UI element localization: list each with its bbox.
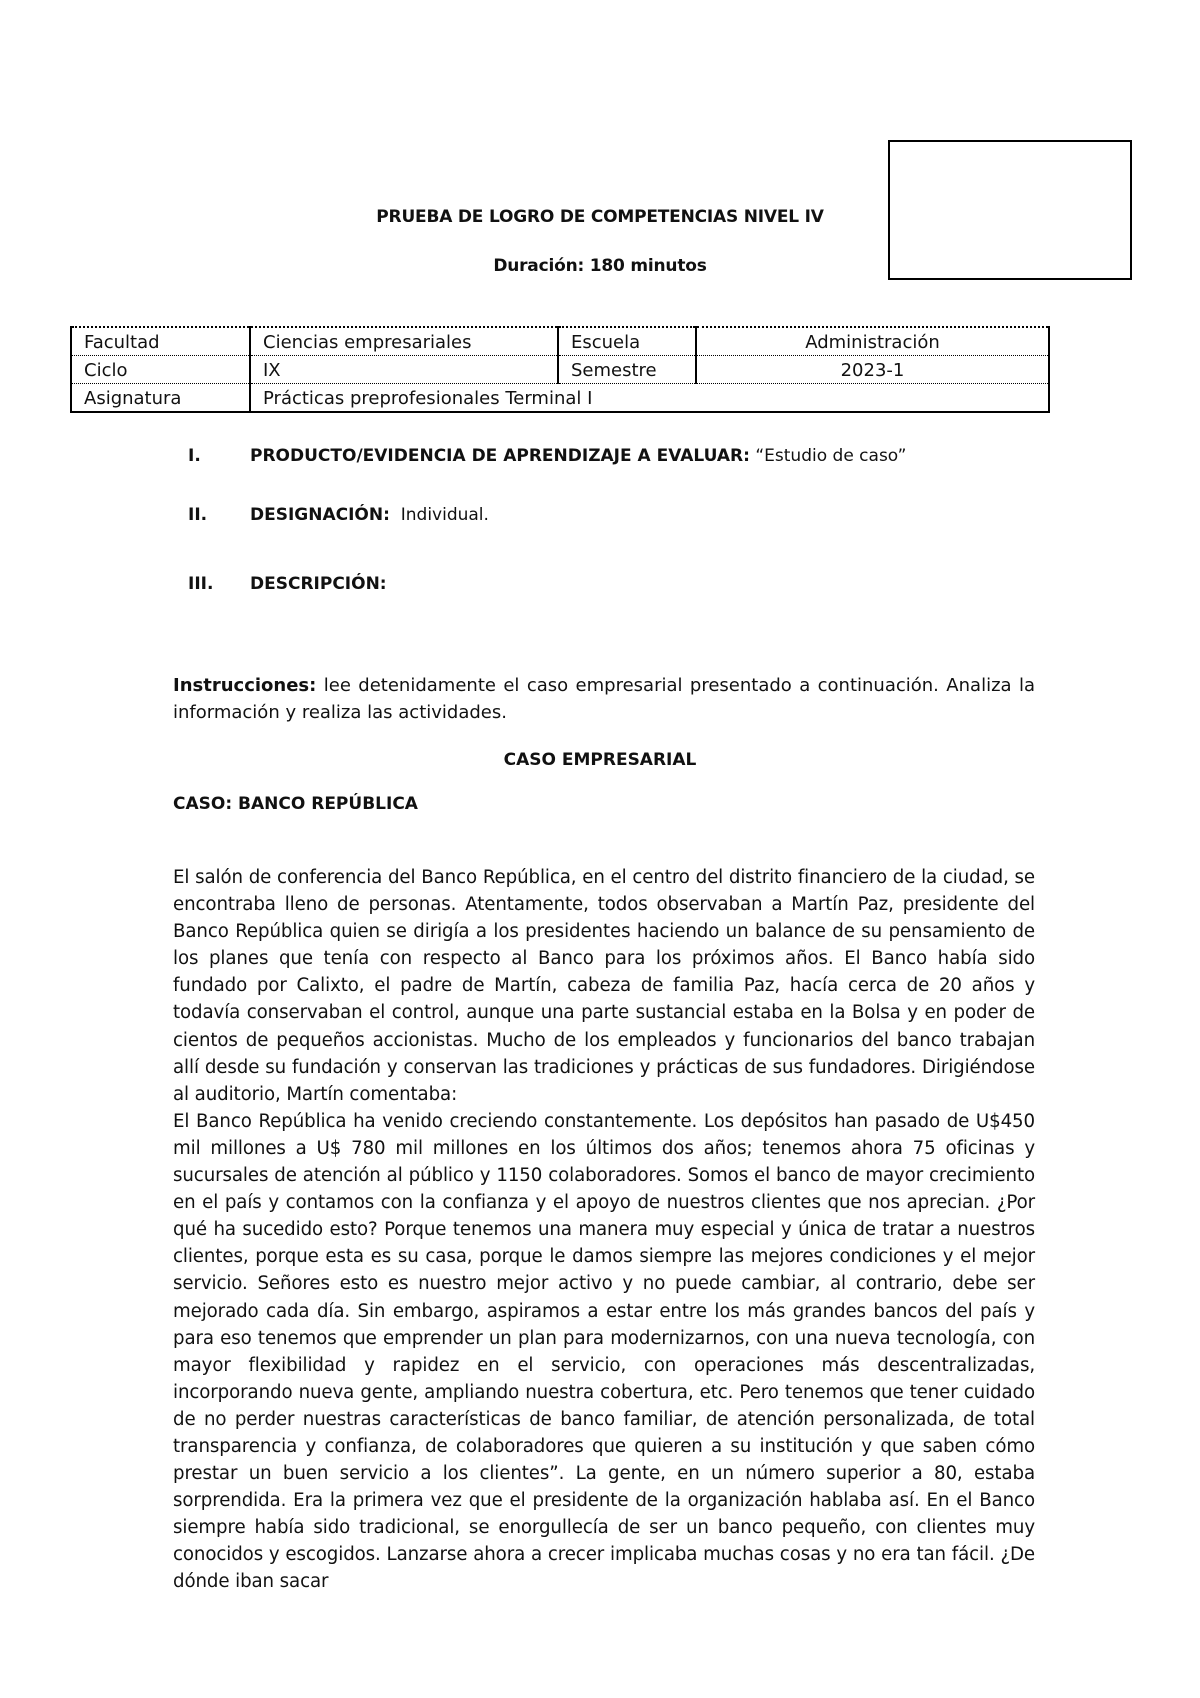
table-row [71, 384, 1049, 413]
table-cell-ciclo-label: Ciclo [71, 356, 250, 384]
duration-line: Duración: 180 minutos [493, 256, 707, 276]
case-title: CASO: BANCO REPÚBLICA [173, 794, 418, 814]
table-cell-escuela-label: Escuela [558, 327, 696, 356]
table-cell-ciclo-value: IX [250, 356, 558, 384]
table-cell-semestre-value: 2023-1 [696, 356, 1049, 384]
table-cell-asignatura-value: Prácticas preprofesionales Terminal I [250, 384, 1049, 413]
table-cell-facultad-label: Facultad [71, 327, 250, 356]
section-number: II. [188, 505, 208, 525]
case-body [173, 864, 1035, 1596]
case-paragraph: El salón de conferencia del Banco República, en el centro del distrito financiero de la ciudad, se encontraba lleno de personas. Atentamente, todos observaban a Martín Paz, presidente del Banco República quien se dirigía a los presidentes haciendo un balance de su pensamiento de los planes que tenía con respecto al Banco para los próximos años. El Banco había sido fundado por Calixto, el padre de Martín, cabeza de familia Paz, hacía cerca de 20 años y todavía conservaban el control, aunque una parte sustancial estaba en la Bolsa y en poder de cientos de pequeños accionistas. Mucho de los empleados y funcionarios del banco trabajan allí desde su fundación y conservan las tradiciones y prácticas de sus fundadores. Dirigiéndose al auditorio, Martín comentaba: [173, 867, 1035, 1105]
section-label: DESCRIPCIÓN: [250, 574, 387, 594]
table-row [71, 327, 1049, 356]
instructions-label: Instrucciones: [173, 675, 317, 696]
case-paragraph: El Banco República ha venido creciendo constantemente. Los depósitos han pasado de U$450 mil millones a U$ 780 mil millones en los últimos dos años; tenemos ahora 75 oficinas y sucursales de atención al público y 1150 colaboradores. Somos el banco de mayor crecimiento en el país y contamos con la confianza y el apoyo de nuestros clientes que nos aprecian. ¿Por qué ha sucedido esto? Porque tenemos una manera muy especial y única de tratar a nuestros clientes, porque esta es su casa, porque le damos siempre las mejores condiciones y el mejor servicio. Señores esto es nuestro mejor activo y no puede cambiar, al contrario, debe ser mejorado cada día. Sin embargo, aspiramos a estar entre los más grandes bancos del país y para eso tenemos que emprender un plan para modernizarnos, con una nueva tecnología, con mayor flexibilidad y rapidez en el servicio, con operaciones más descentralizadas, incorporando nueva gente, ampliando nuestra cobertura, etc. Pero tenemos que tener cuidado de no perder nuestras características de banco familiar, de atención personalizada, de total transparencia y confianza, de colaboradores que quieren a su institución y que saben cómo prestar un buen servicio a los clientes”. La gente, en un número superior a 80, estaba sorprendida. Era la primera vez que el presidente de la organización hablaba así. En el Banco siempre había sido tradicional, se enorgullecía de ser un banco pequeño, con clientes muy conocidos y escogidos. Lanzarse ahora a crecer implicaba muchas cosas y no era tan fácil. ¿De dónde iban sacar [173, 1110, 1035, 1593]
table-cell-semestre-label: Semestre [558, 356, 696, 384]
table-cell-facultad-value: Ciencias empresariales [250, 327, 558, 356]
table-cell-asignatura-label: Asignatura [71, 384, 250, 413]
info-table [70, 326, 1050, 413]
section-value: “Estudio de caso” [755, 446, 907, 466]
table-cell-escuela-value: Administración [696, 327, 1049, 356]
section-label: DESIGNACIÓN: [250, 505, 390, 525]
instructions-text: lee detenidamente el caso empresarial presentado a continuación. Analiza la información y realiza las actividades. [173, 675, 1035, 723]
document-title: PRUEBA DE LOGRO DE COMPETENCIAS NIVEL IV [376, 207, 824, 227]
case-section-title: CASO EMPRESARIAL [503, 750, 697, 770]
section-number: I. [188, 446, 201, 466]
section-label: PRODUCTO/EVIDENCIA DE APRENDIZAJE A EVALUAR: [250, 446, 750, 466]
table-row [71, 356, 1049, 384]
section-value: Individual. [400, 505, 489, 525]
section-number: III. [188, 574, 214, 594]
instructions-paragraph [173, 672, 1035, 726]
